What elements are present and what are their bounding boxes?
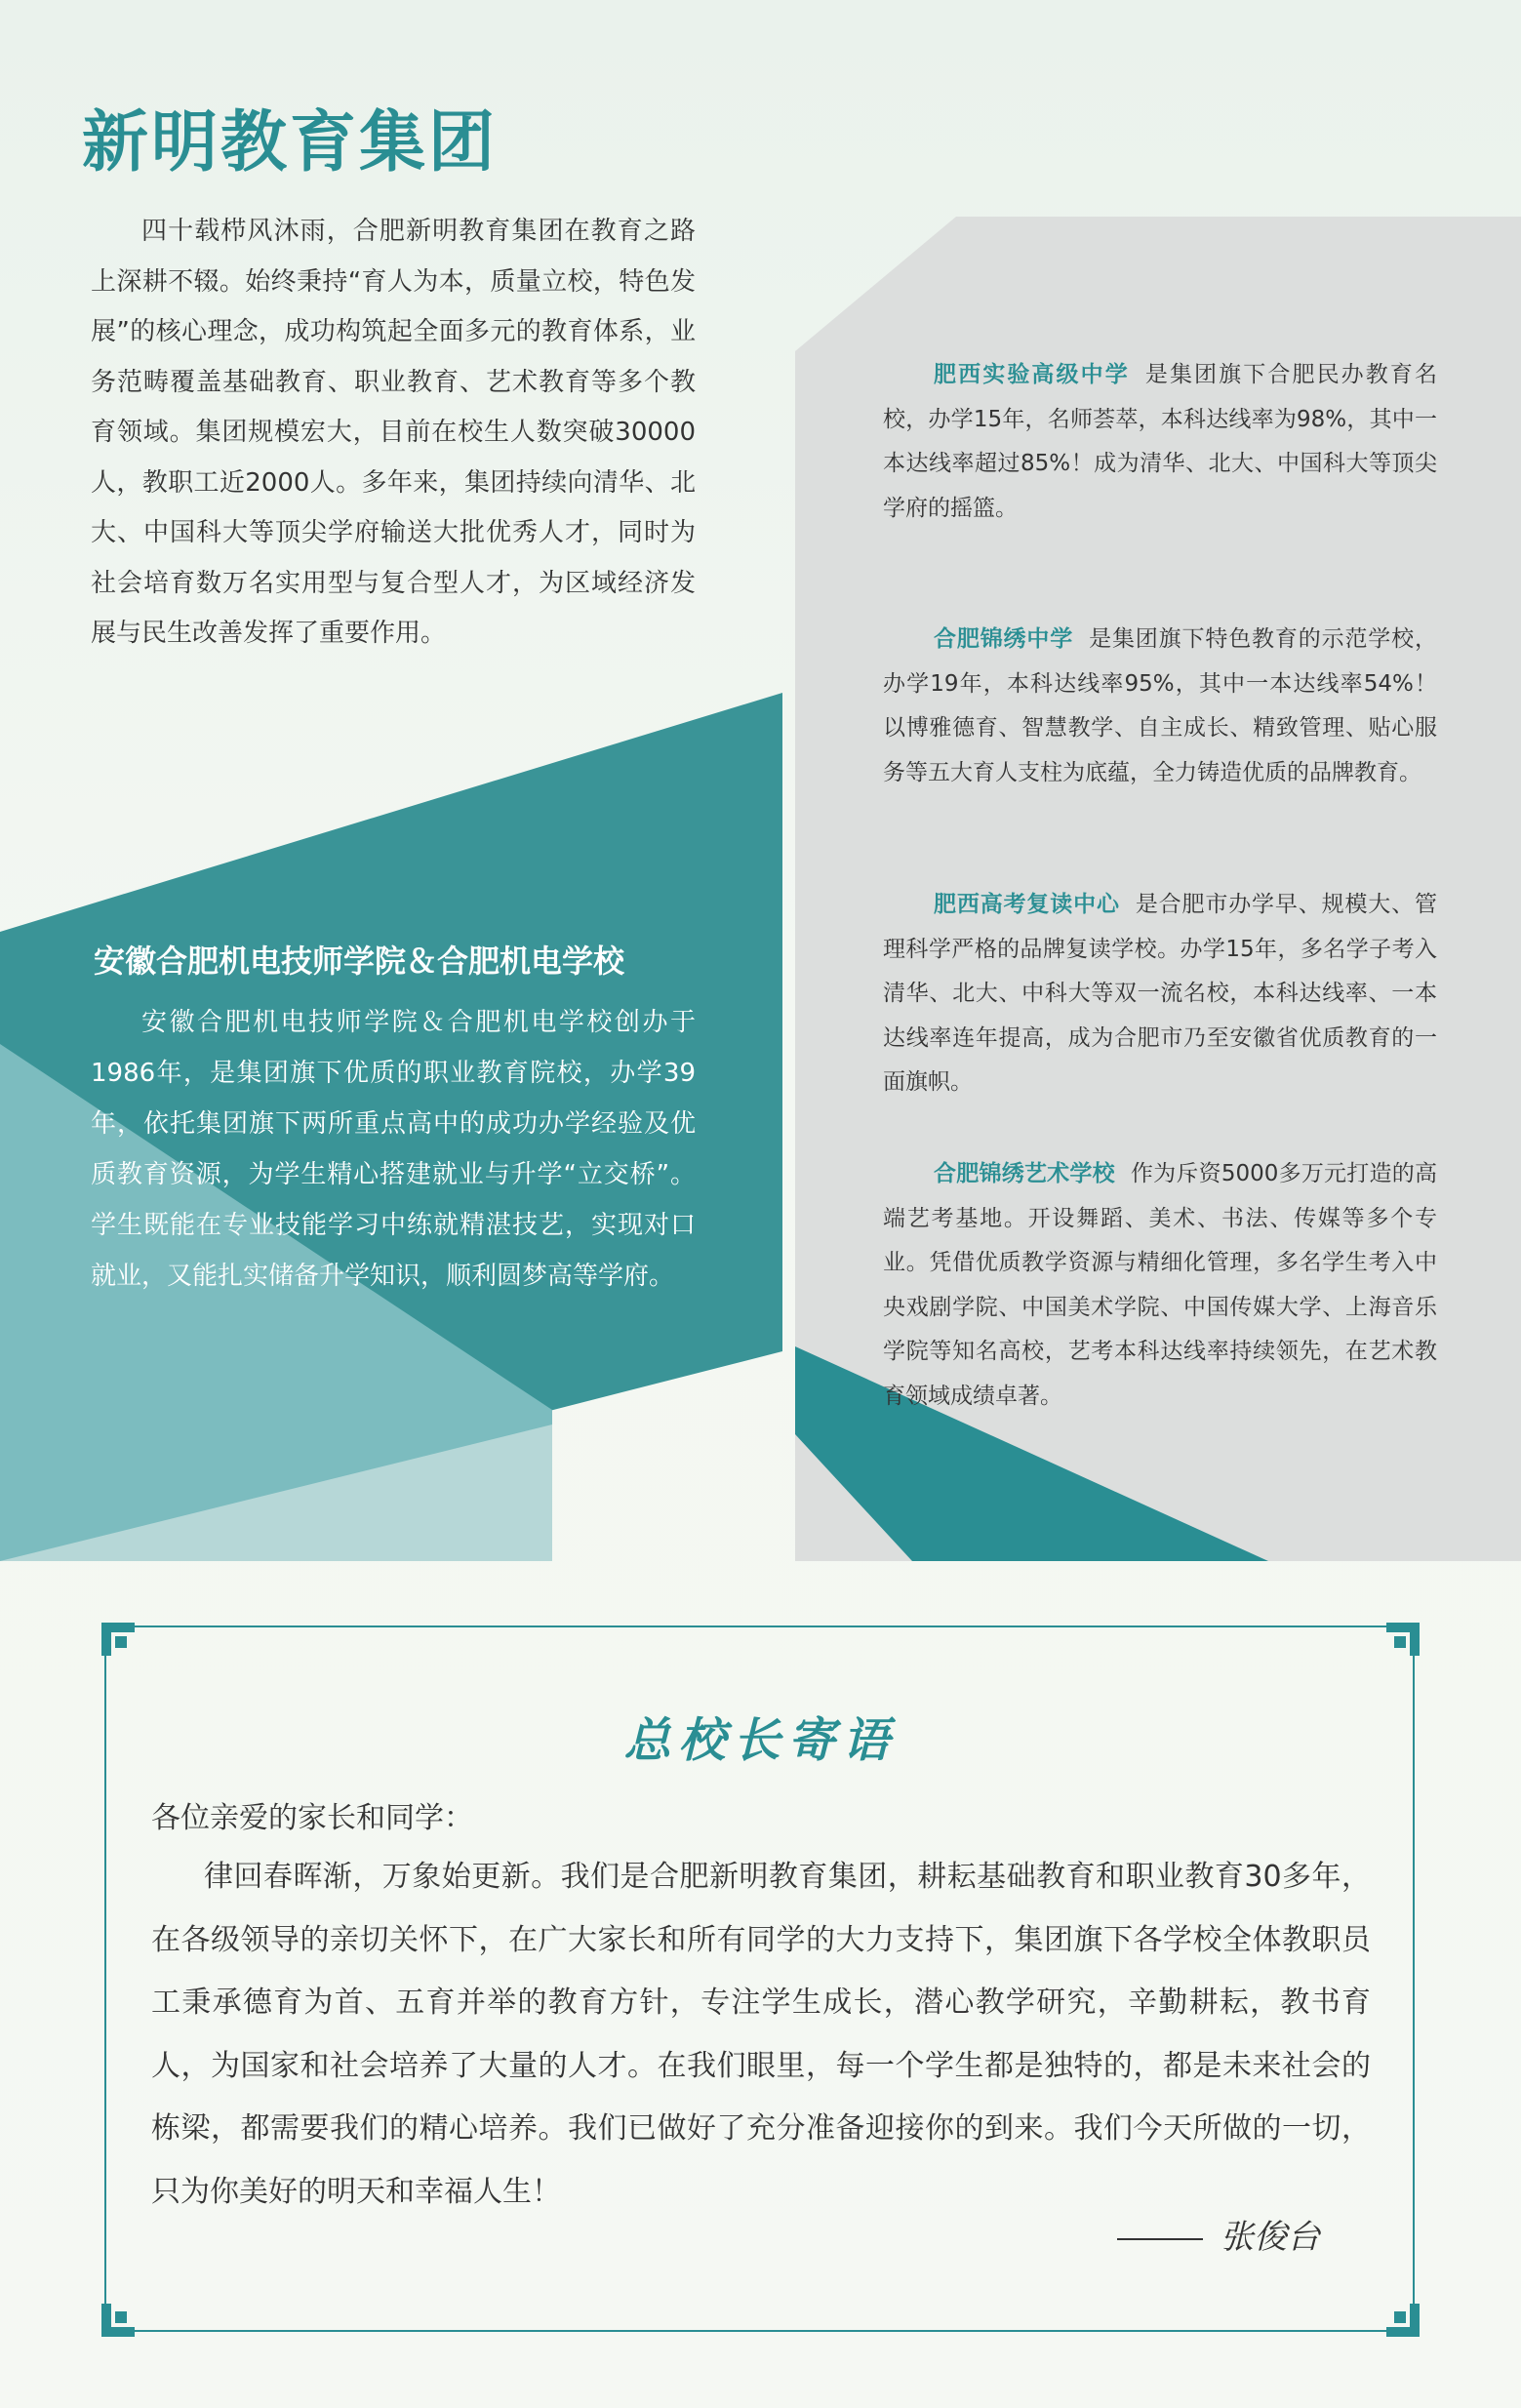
frame-corner-ornament [101,2304,135,2337]
school-description: 作为斥资5000多万元打造的高端艺考基地。开设舞蹈、美术、书法、传媒等多个专业。凭借优质教学资源与精细化管理，多名学生考入中央戏剧学院、中国美术学院、中国传媒大学、上海音乐学院等知名高校，艺考本科达线率持续领先，在艺术教育领域成绩卓著。 [883,1161,1437,1409]
vocational-school-title: 安徽合肥机电技师学院＆合肥机电学校 [94,943,625,980]
frame-corner-ornament [1386,1623,1420,1656]
school-block [883,618,1437,795]
school-name: 合肥锦绣中学 [934,626,1074,652]
signature [1117,2210,1320,2258]
signature-dash [1117,2238,1203,2240]
message-greeting: 各位亲爱的家长和同学： [151,1801,473,1835]
message-title: 总校长寄语 [623,1713,898,1768]
school-block [883,353,1437,531]
signature-name: 张俊台 [1221,2218,1320,2257]
school-description: 是集团旗下特色教育的示范学校，办学19年，本科达线率95%，其中一本达线率54%！以博雅德育、智慧教学、自主成长、精致管理、贴心服务等五大育人支柱为底蕴，全力铸造优质的品牌教育。 [883,626,1438,785]
school-description: 是合肥市办学早、规模大、管理科学严格的品牌复读学校。办学15年，多名学子考入清华、北大、中科大等双一流名校，本科达线率、一本达线率连年提高，成为合肥市乃至安徽省优质教育的一面旗帜。 [883,892,1438,1095]
school-block [883,1152,1437,1419]
vocational-school-text: 安徽合肥机电技师学院＆合肥机电学校创办于1986年，是集团旗下优质的职业教育院校，办学39年，依托集团旗下两所重点高中的成功办学经验及优质教育资源，为学生精心搭建就业与升学“立交桥”。学生既能在专业技能学习中练就精湛技艺，实现对口就业，又能扎实储备升学知识，顺利圆梦高等学府。 [91,1008,696,1291]
school-name: 肥西高考复读中心 [934,892,1120,917]
message-body: 律回春晖渐，万象始更新。我们是合肥新明教育集团，耕耘基础教育和职业教育30多年，在各级领导的亲切关怀下，在广大家长和所有同学的大力支持下，集团旗下各学校全体教职员工秉承德育为首、五育并举的教育方针，专注学生成长，潜心教学研究，辛勤耕耘，教书育人，为国家和社会培养了大量的人才。在我们眼里，每一个学生都是独特的，都是未来社会的栋梁，都需要我们的精心培养。我们已做好了充分准备迎接你的到来。我们今天所做的一切，只为你美好的明天和幸福人生！ [151,1860,1371,2209]
school-block [883,883,1437,1105]
school-description: 是集团旗下合肥民办教育名校，办学15年，名师荟萃，本科达线率为98%，其中一本达线率超过85%！成为清华、北大、中国科大等顶尖学府的摇篮。 [883,362,1438,521]
school-name: 合肥锦绣艺术学校 [934,1161,1115,1186]
school-name: 肥西实验高级中学 [934,362,1130,387]
frame-corner-ornament [101,1623,135,1656]
group-intro: 四十载栉风沐雨，合肥新明教育集团在教育之路上深耕不辍。始终秉持“育人为本，质量立校，特色发展”的核心理念，成功构筑起全面多元的教育体系，业务范畴覆盖基础教育、职业教育、艺术教育等多个教育领域。集团规模宏大，目前在校生人数突破30000人，教职工近2000人。多年来，集团持续向清华、北大、中国科大等顶尖学府输送大批优秀人才，同时为社会培育数万名实用型与复合型人才，为区域经济发展与民生改善发挥了重要作用。 [91,217,696,648]
frame-corner-ornament [1386,2304,1420,2337]
page-title: 新明教育集团 [82,104,499,181]
